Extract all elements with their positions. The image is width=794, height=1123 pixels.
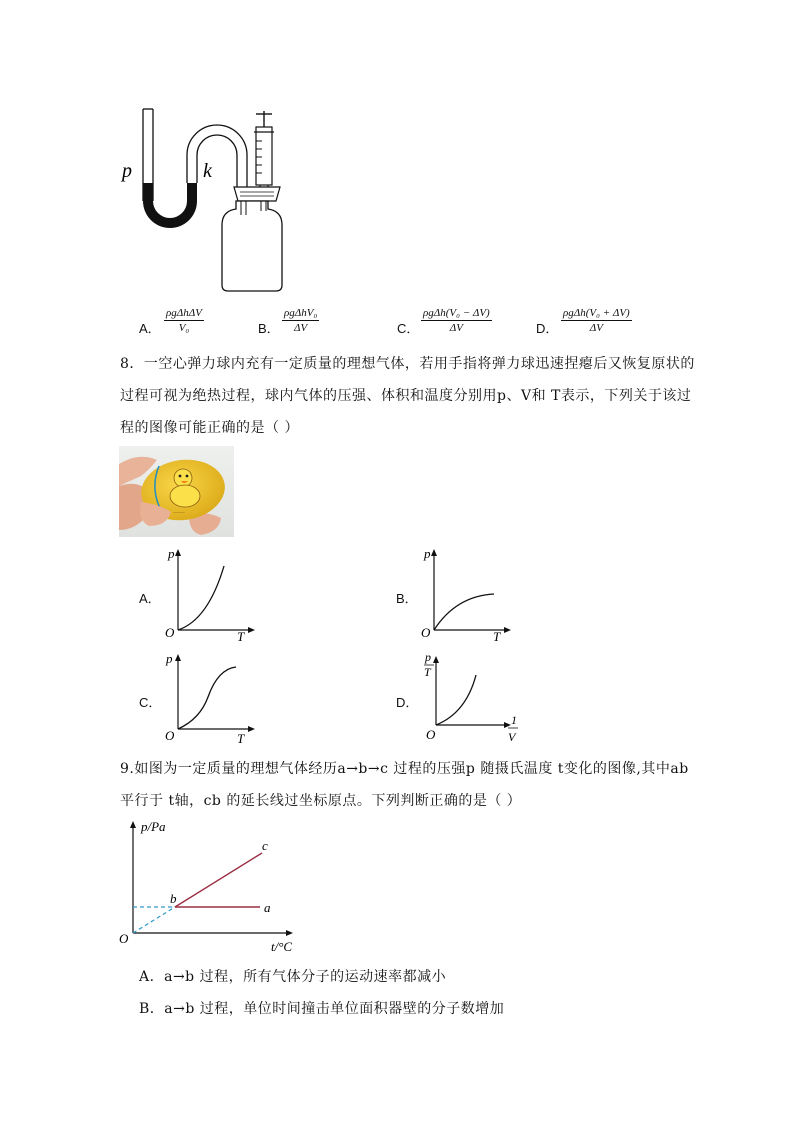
point-label-a: a	[264, 900, 271, 915]
axis-label-y: p	[166, 651, 173, 666]
fraction-denominator: ΔV	[589, 322, 603, 334]
q8-option-c-letter[interactable]: C．	[139, 695, 162, 710]
axis-label-x-denominator: V	[508, 730, 516, 744]
q9-stem-line-2: 平行于 t轴，cb 的延长线过坐标原点。下列判断正确的是（ ）	[120, 793, 522, 809]
axis-label-x: t/°C	[271, 939, 293, 954]
point-label-b: b	[170, 891, 177, 906]
fraction-numerator: ρgΔhV₀	[284, 307, 318, 319]
fraction-numerator: ρgΔh(V₀ + ΔV)	[563, 307, 630, 319]
origin-label: O	[165, 625, 175, 640]
q8-graph-b[interactable]	[416, 540, 516, 645]
axis-label-y: p	[424, 546, 431, 561]
fraction-denominator: ΔV	[294, 322, 308, 334]
q7-option-c-letter[interactable]: C．	[397, 321, 420, 336]
axis-label-y: p	[168, 546, 175, 561]
fraction-numerator: ρgΔh(V₀ − ΔV)	[423, 307, 490, 319]
q8-option-b-letter[interactable]: B．	[396, 591, 418, 606]
q9-option-b[interactable]: B．a→b 过程，单位时间撞击单位面积器壁的分子数增加	[139, 1001, 505, 1017]
q8-option-d-letter[interactable]: D．	[396, 695, 419, 710]
q7-option-d-formula[interactable]	[561, 307, 632, 334]
label-p: p	[122, 160, 132, 182]
label-k: k	[203, 160, 212, 182]
q8-stem-line-1: 8．一空心弹力球内充有一定质量的理想气体，若用手指将弹力球迅速捏瘪后又恢复原状的	[120, 356, 695, 372]
origin-label: O	[426, 727, 436, 742]
q8-stem-line-3: 程的图像可能正确的是（ ）	[120, 420, 299, 436]
q8-ball-photo	[119, 446, 234, 537]
fraction-denominator: ΔV	[449, 322, 463, 334]
origin-label: O	[165, 728, 175, 743]
q8-graph-a[interactable]	[160, 540, 260, 645]
q8-graph-c[interactable]	[160, 645, 260, 750]
q8-stem-line-2: 过程可视为绝热过程，球内气体的压强、体积和温度分别用p、V和 T表示，下列关于该过	[120, 388, 692, 404]
fraction-denominator: V₀	[178, 322, 190, 334]
axis-label-x: T	[493, 629, 501, 644]
q9-stem-line-1: 9.如图为一定质量的理想气体经历a→b→c 过程的压强p 随摄氏温度 t变化的图像,其中ab	[120, 761, 689, 777]
q7-option-a-formula[interactable]	[164, 307, 204, 334]
axis-label-x: T	[237, 629, 245, 644]
axis-label-y: p/Pa	[141, 819, 166, 834]
q7-option-d-letter[interactable]: D．	[536, 321, 559, 336]
q9-option-a[interactable]: A．a→b 过程，所有气体分子的运动速率都减小	[139, 969, 447, 985]
origin-label: O	[119, 931, 129, 946]
q7-option-a-letter[interactable]: A．	[139, 321, 161, 336]
q8-option-a-letter[interactable]: A．	[139, 591, 161, 606]
q8-graph-d[interactable]	[416, 645, 526, 750]
axis-label-y-denominator: T	[424, 665, 431, 679]
q7-apparatus-figure	[110, 105, 310, 300]
q7-option-b-formula[interactable]	[282, 307, 319, 334]
q7-option-c-formula[interactable]	[421, 307, 492, 334]
svg-text:～～～: ～～～	[173, 510, 185, 515]
q9-pt-graph	[115, 815, 305, 955]
axis-label-x-numerator: 1	[511, 713, 517, 727]
fraction-numerator: ρgΔhΔV	[166, 307, 202, 319]
origin-label: O	[421, 625, 431, 640]
axis-label-x: T	[237, 731, 245, 746]
q7-option-b-letter[interactable]: B．	[258, 321, 280, 336]
axis-label-y-numerator: p	[425, 650, 431, 664]
point-label-c: c	[262, 838, 268, 853]
